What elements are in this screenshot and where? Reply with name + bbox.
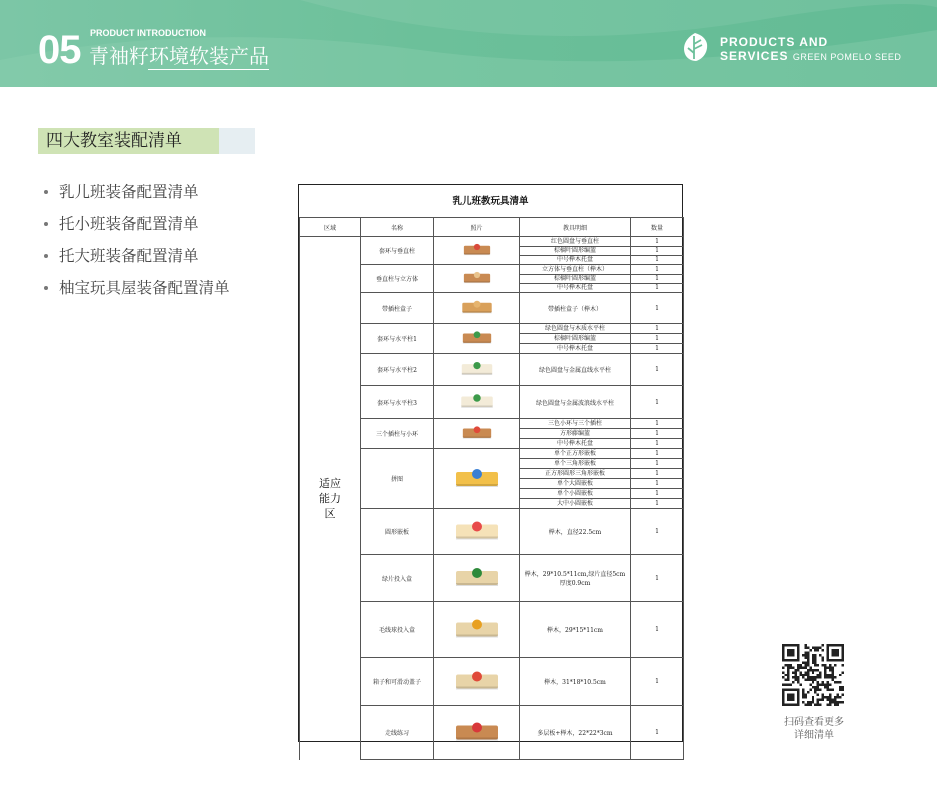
list-item[interactable] xyxy=(44,244,230,276)
column-header: 名称 xyxy=(361,218,434,237)
toy-qty-cell xyxy=(631,555,684,602)
zone-cell xyxy=(300,237,361,760)
toy-name-cell: 箱子和可滑动盖子 xyxy=(361,658,434,706)
toy-detail-cell xyxy=(520,324,631,354)
toy-photo-image xyxy=(434,237,520,262)
toy-detail-item: 棕榈叶圆形编篮 xyxy=(520,334,630,344)
bullet-icon xyxy=(44,190,48,194)
toy-detail-cell xyxy=(520,449,631,509)
toy-name-cell: 垂直柱与立方体 xyxy=(361,265,434,293)
list-item-label: 托大班装备配置清单 xyxy=(59,247,199,265)
checklist-menu xyxy=(44,180,230,308)
toy-qty-item: 1 xyxy=(631,266,683,275)
toy-detail-item: 正方形圆形三角形嵌板 xyxy=(520,469,630,479)
toy-detail-cell xyxy=(520,555,631,602)
toy-qty-cell xyxy=(631,419,684,449)
brand-line-1: PRODUCTS AND xyxy=(720,35,829,49)
toy-detail-cell xyxy=(520,265,631,293)
toy-qty-item: 1 xyxy=(631,429,683,439)
toy-name-cell: 绿片投入盒 xyxy=(361,555,434,602)
toy-qty-cell xyxy=(631,509,684,555)
toy-detail-item: 绿色圆盘与木质水平柱 xyxy=(520,324,630,334)
toy-detail-cell xyxy=(520,293,631,324)
toy-photo xyxy=(434,324,520,354)
toy-qty-item: 1 xyxy=(631,247,683,256)
bullet-icon xyxy=(44,286,48,290)
header-kicker: PRODUCT INTRODUCTION xyxy=(90,28,206,38)
column-header: 教具明细 xyxy=(520,218,631,237)
toy-qty-item: 1 xyxy=(655,345,659,352)
toy-photo xyxy=(434,354,520,386)
toy-photo-image xyxy=(434,386,520,416)
list-item-label: 托小班装备配置清单 xyxy=(59,215,199,233)
toy-list-document xyxy=(298,184,683,742)
toy-qty-item: 1 xyxy=(655,500,659,507)
toy-qty-cell xyxy=(631,354,684,386)
toy-qty-item: 1 xyxy=(631,275,683,284)
list-item[interactable] xyxy=(44,212,230,244)
toy-qty-cell xyxy=(631,602,684,658)
toy-name-cell: 套环与水平柱2 xyxy=(361,354,434,386)
toy-detail-cell xyxy=(520,509,631,555)
toy-qty-item: 1 xyxy=(655,304,659,312)
toy-qty-item: 1 xyxy=(655,574,659,582)
toy-qty-item: 1 xyxy=(655,626,659,633)
toy-detail-item: 多层板+榉木，22*22*3cm xyxy=(537,730,613,737)
toy-detail-item: 单个正方形嵌板 xyxy=(520,449,630,459)
toy-detail-item: 棕榈叶圆形编篮 xyxy=(520,247,630,256)
table-row xyxy=(300,237,684,265)
toy-qty-item: 1 xyxy=(655,729,659,736)
toy-qty-item: 1 xyxy=(655,678,659,685)
toy-qty-cell xyxy=(631,658,684,706)
toy-qty-cell xyxy=(631,324,684,354)
toy-name-cell: 套环与水平柱1 xyxy=(361,324,434,354)
toy-qty-item: 1 xyxy=(655,528,659,535)
toy-detail-item: 单个大圆嵌板 xyxy=(520,479,630,489)
toy-detail-item: 榉木，29*10.5*11cm,绿片直径5cm厚度0.9cm xyxy=(524,571,626,587)
list-item-label: 柚宝玩具屋装备配置清单 xyxy=(59,279,230,297)
toy-photo-image xyxy=(434,293,520,321)
toy-detail-cell xyxy=(520,706,631,760)
page-title: 青袖籽环境软装产品 xyxy=(89,44,269,68)
bullet-icon xyxy=(44,254,48,258)
qr-caption-line-2: 详细清单 xyxy=(794,730,834,741)
toy-name-cell: 带插柱盒子 xyxy=(361,293,434,324)
toy-detail-item: 单个小圆嵌板 xyxy=(520,489,630,499)
section-heading xyxy=(38,128,255,154)
header-banner xyxy=(0,0,937,87)
toy-photo-image xyxy=(434,555,520,599)
toy-detail-item: 大中小圆嵌板 xyxy=(556,500,593,507)
toy-qty-item: 1 xyxy=(631,324,683,334)
toy-photo xyxy=(434,237,520,265)
toy-photo xyxy=(434,449,520,509)
column-header: 照片 xyxy=(434,218,520,237)
toy-qty-item: 1 xyxy=(655,366,659,373)
toy-detail-item: 三色小环与三个插柱 xyxy=(520,419,630,429)
toy-qty-cell xyxy=(631,293,684,324)
toy-photo-image xyxy=(434,451,520,505)
toy-photo xyxy=(434,386,520,419)
toy-qty-item: 1 xyxy=(631,479,683,489)
toy-detail-item: 中号榉木托盘 xyxy=(556,345,593,352)
toy-detail-item: 方形藤编篮 xyxy=(520,429,630,439)
toy-detail-cell xyxy=(520,237,631,265)
toy-photo xyxy=(434,602,520,658)
toy-detail-item: 中号榉木托盘 xyxy=(556,440,593,447)
list-item-label: 乳儿班装备配置清单 xyxy=(59,183,199,201)
toy-detail-item: 绿色圆盘与金属波浪线水平柱 xyxy=(535,399,614,407)
toy-detail-cell xyxy=(520,386,631,419)
toy-photo-image xyxy=(434,509,520,552)
toy-qty-cell xyxy=(631,449,684,509)
brand-services: SERVICES xyxy=(720,49,789,63)
toy-detail-item: 带插柱盒子（榉木） xyxy=(547,305,602,313)
toy-name-cell: 走线练习 xyxy=(361,706,434,760)
toy-name-cell: 圆形嵌板 xyxy=(361,509,434,555)
toy-photo xyxy=(434,293,520,324)
toy-photo-image xyxy=(434,324,520,351)
toy-qty-item: 1 xyxy=(655,440,659,447)
toy-detail-item: 榉木，29*15*11cm xyxy=(547,627,603,634)
toy-list-table xyxy=(299,217,684,760)
toy-detail-item: 棕榈叶圆形编篮 xyxy=(520,275,630,284)
toy-qty-item: 1 xyxy=(655,255,659,263)
toy-name-cell: 套环与垂直柱 xyxy=(361,237,434,265)
toy-detail-item: 绿色圆盘与金属直线水平柱 xyxy=(538,367,611,374)
qr-code-icon[interactable] xyxy=(782,644,844,706)
toy-photo-image xyxy=(434,658,520,703)
zone-label: 适应能力区 xyxy=(319,476,341,520)
toy-detail-item: 红色圆盘与垂直柱 xyxy=(520,238,630,247)
toy-detail-cell xyxy=(520,354,631,386)
column-header: 数量 xyxy=(631,218,684,237)
table-header-row xyxy=(300,218,684,237)
qr-caption xyxy=(770,716,858,742)
toy-qty-item: 1 xyxy=(631,238,683,247)
toy-photo xyxy=(434,419,520,449)
column-header: 区域 xyxy=(300,218,361,237)
table-title: 乳儿班教玩具清单 xyxy=(452,196,529,207)
toy-qty-item: 1 xyxy=(655,283,659,291)
toy-photo xyxy=(434,555,520,602)
toy-name-cell: 三个插柱与小环 xyxy=(361,419,434,449)
toy-detail-item: 单个三角形嵌板 xyxy=(520,459,630,469)
title-underline xyxy=(148,69,269,70)
toy-detail-cell xyxy=(520,658,631,706)
leaf-logo-icon xyxy=(682,32,709,62)
toy-name-cell: 套环与水平柱3 xyxy=(361,386,434,419)
toy-qty-item: 1 xyxy=(631,459,683,469)
toy-qty-item: 1 xyxy=(631,449,683,459)
toy-detail-cell xyxy=(520,602,631,658)
qr-caption-line-1: 扫码查看更多 xyxy=(784,717,844,728)
toy-photo xyxy=(434,265,520,293)
brand-sub: GREEN POMELO SEED xyxy=(792,52,902,62)
section-heading-text: 四大教室装配清单 xyxy=(46,131,182,151)
toy-qty-cell xyxy=(631,706,684,760)
toy-detail-item: 立方体与垂直柱（榉木） xyxy=(520,266,630,275)
toy-photo-image xyxy=(434,706,520,757)
toy-qty-item: 1 xyxy=(631,419,683,429)
toy-qty-cell xyxy=(631,237,684,265)
bullet-icon xyxy=(44,222,48,226)
toy-qty-cell xyxy=(631,265,684,293)
list-item[interactable] xyxy=(44,180,230,212)
toy-detail-item: 中号榉木托盘 xyxy=(556,255,593,263)
toy-qty-item: 1 xyxy=(631,489,683,499)
toy-photo-image xyxy=(434,602,520,655)
toy-qty-item: 1 xyxy=(631,334,683,344)
toy-detail-item: 榉木，31*18*10.5cm xyxy=(544,679,606,686)
toy-photo xyxy=(434,658,520,706)
toy-photo-image xyxy=(434,419,520,446)
toy-detail-item: 中号榉木托盘 xyxy=(556,283,593,291)
toy-photo xyxy=(434,509,520,555)
toy-photo-image xyxy=(434,354,520,383)
toy-name-cell: 拼图 xyxy=(361,449,434,509)
toy-detail-cell xyxy=(520,419,631,449)
list-item[interactable] xyxy=(44,276,230,308)
toy-photo xyxy=(434,706,520,760)
section-number: 05 xyxy=(38,28,81,72)
brand-line-2 xyxy=(720,49,901,63)
toy-qty-cell xyxy=(631,386,684,419)
toy-qty-item: 1 xyxy=(655,398,659,406)
toy-name-cell: 毛线球投入盒 xyxy=(361,602,434,658)
toy-detail-item: 榉木，直径22.5cm xyxy=(548,529,602,536)
toy-photo-image xyxy=(434,265,520,290)
toy-qty-item: 1 xyxy=(631,469,683,479)
